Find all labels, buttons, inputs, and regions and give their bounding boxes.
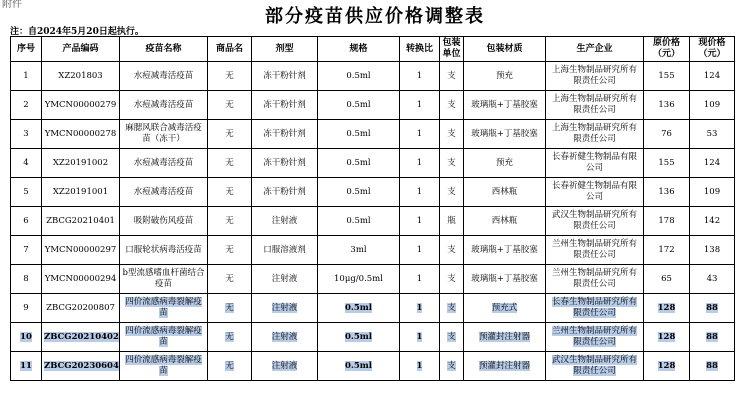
cell-col-package-unit: 支 [440, 265, 464, 294]
cell-col-package-unit: 瓶 [440, 207, 464, 236]
cell-col-product-code: ZBCG20210402 [42, 323, 120, 352]
table-row [11, 120, 735, 149]
cell-col-dosage-form: 注射液 [252, 265, 318, 294]
cell-col-package-unit: 支 [440, 352, 464, 381]
cell-col-package-unit: 支 [440, 294, 464, 323]
cell-col-product-code: ZBCG20210401 [42, 207, 120, 236]
cell-col-package-material: 玻璃瓶+丁基胶塞 [464, 236, 546, 265]
cell-col-index: 2 [11, 91, 42, 120]
cell-col-package-unit: 支 [440, 149, 464, 178]
cell-col-spec: 3ml [318, 236, 400, 265]
header-col-index: 序号 [11, 37, 42, 62]
cell-col-original-price: 128 [644, 323, 690, 352]
table-row [11, 178, 735, 207]
cell-col-spec: 0.5ml [318, 178, 400, 207]
cell-col-package-material: 预灌封注射器 [464, 352, 546, 381]
page-title: 部分疫苗供应价格调整表 [265, 6, 485, 27]
cell-col-original-price: 155 [644, 149, 690, 178]
cell-col-package-material: 西林瓶 [464, 207, 546, 236]
cell-col-trade-name: 无 [208, 207, 252, 236]
cell-col-new-price: 138 [690, 236, 735, 265]
cell-col-dosage-form: 口服溶液剂 [252, 236, 318, 265]
cell-col-trade-name: 无 [208, 352, 252, 381]
cell-col-trade-name: 无 [208, 120, 252, 149]
cell-col-conversion-ratio: 1 [400, 178, 440, 207]
header-col-new-price: 现价格（元） [690, 37, 735, 62]
cell-col-index: 3 [11, 120, 42, 149]
cell-col-spec: 10μg/0.5ml [318, 265, 400, 294]
cell-col-spec: 0.5ml [318, 352, 400, 381]
table-row [11, 91, 735, 120]
cell-col-package-unit: 支 [440, 120, 464, 149]
cell-col-spec: 0.5ml [318, 120, 400, 149]
cell-col-new-price: 53 [690, 120, 735, 149]
cell-col-dosage-form: 冻干粉针剂 [252, 62, 318, 91]
cell-col-trade-name: 无 [208, 178, 252, 207]
cell-col-manufacturer: 上海生物制品研究所有限责任公司 [546, 91, 644, 120]
cell-col-package-material: 预充 [464, 62, 546, 91]
cell-col-conversion-ratio: 1 [400, 149, 440, 178]
cell-col-vaccine-name: 四价流感病毒裂解疫苗 [120, 294, 208, 323]
cell-col-manufacturer: 武汉生物制品研究所有限责任公司 [546, 207, 644, 236]
attachment-label: 附件 [2, 0, 22, 10]
cell-col-index: 9 [11, 294, 42, 323]
cell-col-new-price: 88 [690, 323, 735, 352]
cell-col-trade-name: 无 [208, 91, 252, 120]
cell-col-original-price: 65 [644, 265, 690, 294]
cell-col-new-price: 43 [690, 265, 735, 294]
cell-col-product-code: XZ20191001 [42, 178, 120, 207]
cell-col-index: 5 [11, 178, 42, 207]
cell-col-product-code: YMCN00000294 [42, 265, 120, 294]
cell-col-manufacturer: 长春生物制品研究所有限责任公司 [546, 294, 644, 323]
cell-col-dosage-form: 注射液 [252, 352, 318, 381]
cell-col-package-unit: 支 [440, 62, 464, 91]
cell-col-manufacturer: 上海生物制品研究所有限责任公司 [546, 62, 644, 91]
cell-col-product-code: XZ201803 [42, 62, 120, 91]
cell-col-manufacturer: 兰州生物制品研究所有限责任公司 [546, 236, 644, 265]
cell-col-product-code: ZBCG20200807 [42, 294, 120, 323]
cell-col-trade-name: 无 [208, 149, 252, 178]
cell-col-original-price: 136 [644, 91, 690, 120]
cell-col-dosage-form: 冻干粉针剂 [252, 91, 318, 120]
cell-col-index: 10 [11, 323, 42, 352]
table-row [11, 149, 735, 178]
cell-col-index: 6 [11, 207, 42, 236]
table-row [11, 352, 735, 381]
table-row [11, 62, 735, 91]
cell-col-package-material: 玻璃瓶+丁基胶塞 [464, 91, 546, 120]
cell-col-trade-name: 无 [208, 323, 252, 352]
cell-col-manufacturer: 长春祈健生物制品有限公司 [546, 149, 644, 178]
cell-col-index: 1 [11, 62, 42, 91]
cell-col-index: 11 [11, 352, 42, 381]
cell-col-vaccine-name: 口服轮状病毒活疫苗 [120, 236, 208, 265]
cell-col-original-price: 76 [644, 120, 690, 149]
cell-col-package-material: 玻璃瓶+丁基胶塞 [464, 120, 546, 149]
cell-col-vaccine-name: 四价流感病毒裂解疫苗 [120, 352, 208, 381]
cell-col-vaccine-name: 水痘减毒活疫苗 [120, 62, 208, 91]
cell-col-new-price: 142 [690, 207, 735, 236]
table-header-row [11, 37, 735, 62]
cell-col-product-code: XZ20191002 [42, 149, 120, 178]
cell-col-manufacturer: 上海生物制品研究所有限责任公司 [546, 120, 644, 149]
cell-col-dosage-form: 注射液 [252, 207, 318, 236]
cell-col-package-material: 预充式 [464, 294, 546, 323]
cell-col-original-price: 136 [644, 178, 690, 207]
cell-col-vaccine-name: 水痘减毒活疫苗 [120, 149, 208, 178]
cell-col-conversion-ratio: 1 [400, 265, 440, 294]
cell-col-new-price: 109 [690, 91, 735, 120]
table-row [11, 236, 735, 265]
cell-col-package-unit: 支 [440, 323, 464, 352]
cell-col-product-code: YMCN00000279 [42, 91, 120, 120]
cell-col-conversion-ratio: 1 [400, 62, 440, 91]
header-col-package-unit: 包装单位 [440, 37, 464, 62]
cell-col-package-material: 预充 [464, 149, 546, 178]
header-col-original-price: 原价格（元） [644, 37, 690, 62]
cell-col-trade-name: 无 [208, 62, 252, 91]
table-body [11, 62, 735, 381]
cell-col-trade-name: 无 [208, 265, 252, 294]
cell-col-conversion-ratio: 1 [400, 323, 440, 352]
cell-col-conversion-ratio: 1 [400, 294, 440, 323]
cell-col-conversion-ratio: 1 [400, 352, 440, 381]
cell-col-dosage-form: 注射液 [252, 323, 318, 352]
cell-col-dosage-form: 注射液 [252, 294, 318, 323]
header-col-dosage-form: 剂型 [252, 37, 318, 62]
cell-col-dosage-form: 冻干粉针剂 [252, 149, 318, 178]
cell-col-spec: 0.5ml [318, 323, 400, 352]
cell-col-spec: 0.5ml [318, 91, 400, 120]
effective-date-note: 注：自2024年5月20日起执行。 [10, 27, 144, 37]
cell-col-manufacturer: 兰州生物制品研究所有限责任公司 [546, 323, 644, 352]
header-col-conversion-ratio: 转换比 [400, 37, 440, 62]
cell-col-vaccine-name: 吸附破伤风疫苗 [120, 207, 208, 236]
cell-col-dosage-form: 冻干粉针剂 [252, 120, 318, 149]
cell-col-trade-name: 无 [208, 294, 252, 323]
cell-col-new-price: 88 [690, 294, 735, 323]
cell-col-vaccine-name: b型流感嗜血杆菌结合疫苗 [120, 265, 208, 294]
cell-col-original-price: 128 [644, 352, 690, 381]
cell-col-package-unit: 支 [440, 236, 464, 265]
cell-col-dosage-form: 冻干粉针剂 [252, 178, 318, 207]
cell-col-spec: 0.5ml [318, 207, 400, 236]
cell-col-package-material: 玻璃瓶+丁基胶塞 [464, 265, 546, 294]
cell-col-original-price: 178 [644, 207, 690, 236]
cell-col-product-code: YMCN00000297 [42, 236, 120, 265]
cell-col-vaccine-name: 四价流感病毒裂解疫苗 [120, 323, 208, 352]
cell-col-product-code: YMCN00000278 [42, 120, 120, 149]
table-row [11, 265, 735, 294]
header-col-spec: 规格 [318, 37, 400, 62]
cell-col-index: 8 [11, 265, 42, 294]
cell-col-conversion-ratio: 1 [400, 91, 440, 120]
cell-col-index: 4 [11, 149, 42, 178]
cell-col-spec: 0.5ml [318, 149, 400, 178]
cell-col-vaccine-name: 麻腮风联合减毒活疫苗（冻干） [120, 120, 208, 149]
cell-col-manufacturer: 长春祈健生物制品有限公司 [546, 178, 644, 207]
cell-col-vaccine-name: 水痘减毒活疫苗 [120, 178, 208, 207]
header-col-package-material: 包装材质 [464, 37, 546, 62]
header-col-trade-name: 商品名 [208, 37, 252, 62]
cell-col-conversion-ratio: 1 [400, 207, 440, 236]
cell-col-vaccine-name: 水痘减毒活疫苗 [120, 91, 208, 120]
cell-col-spec: 0.5ml [318, 294, 400, 323]
cell-col-index: 7 [11, 236, 42, 265]
table-row [11, 294, 735, 323]
cell-col-original-price: 128 [644, 294, 690, 323]
cell-col-package-material: 预灌封注射器 [464, 323, 546, 352]
cell-col-original-price: 172 [644, 236, 690, 265]
header-col-manufacturer: 生产企业 [546, 37, 644, 62]
cell-col-conversion-ratio: 1 [400, 120, 440, 149]
cell-col-package-unit: 支 [440, 91, 464, 120]
header-col-product-code: 产品编码 [42, 37, 120, 62]
cell-col-product-code: ZBCG20230604 [42, 352, 120, 381]
price-adjustment-table [10, 36, 735, 381]
cell-col-manufacturer: 兰州生物制品研究所有限责任公司 [546, 265, 644, 294]
table-row [11, 207, 735, 236]
cell-col-new-price: 88 [690, 352, 735, 381]
cell-col-new-price: 124 [690, 62, 735, 91]
cell-col-package-material: 西林瓶 [464, 178, 546, 207]
cell-col-package-unit: 支 [440, 178, 464, 207]
header-col-vaccine-name: 疫苗名称 [120, 37, 208, 62]
cell-col-new-price: 124 [690, 149, 735, 178]
cell-col-manufacturer: 武汉生物制品研究所有限责任公司 [546, 352, 644, 381]
table-row [11, 323, 735, 352]
cell-col-original-price: 155 [644, 62, 690, 91]
cell-col-conversion-ratio: 1 [400, 236, 440, 265]
cell-col-trade-name: 无 [208, 236, 252, 265]
cell-col-spec: 0.5ml [318, 62, 400, 91]
cell-col-new-price: 109 [690, 178, 735, 207]
